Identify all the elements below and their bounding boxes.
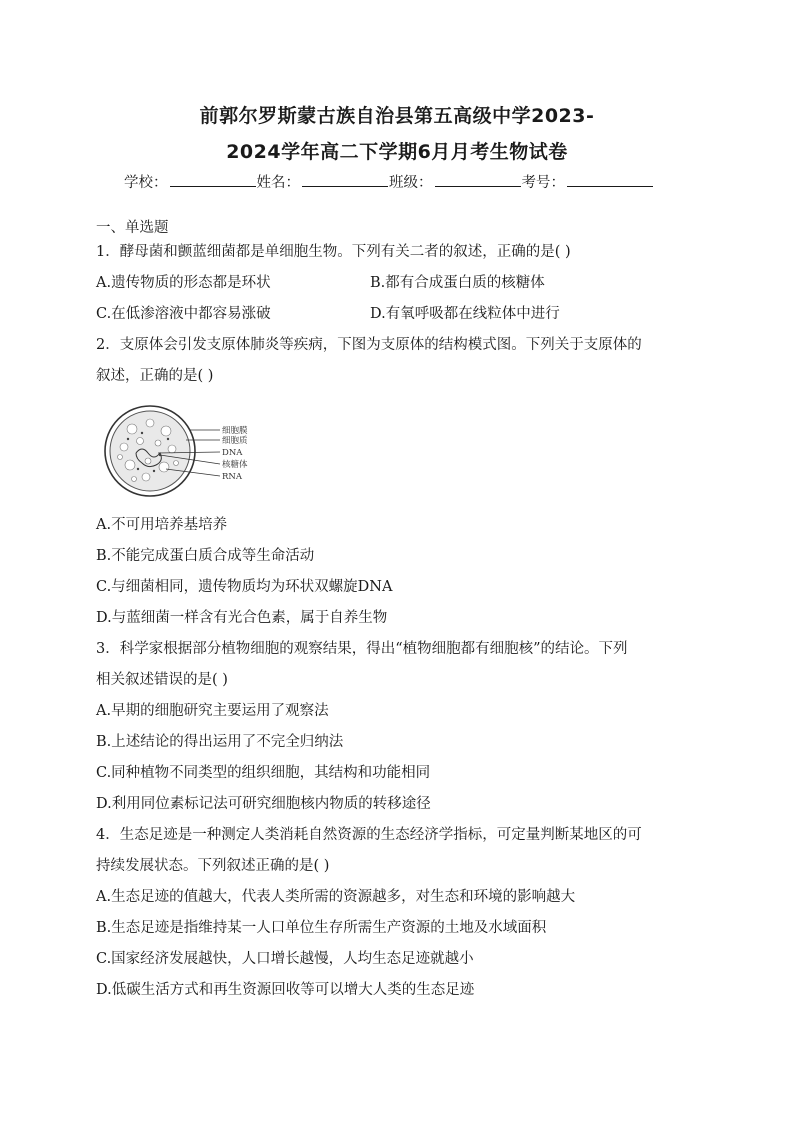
q1-option-a: A.遗传物质的形态都是环状 — [96, 275, 271, 291]
label-cytoplasm: 细胞质 — [222, 436, 248, 446]
exam-number-field — [522, 171, 655, 192]
q1-option-d: D.有氧呼吸都在线粒体中进行 — [370, 306, 560, 322]
label-dna: DNA — [222, 448, 243, 458]
class-field — [389, 171, 522, 192]
question-3-stem-line1: 3．科学家根据部分植物细胞的观察结果，得出“植物细胞都有细胞核”的结论。下列 — [96, 641, 628, 657]
class-blank[interactable] — [435, 172, 521, 187]
q4-option-b: B.生态足迹是指维持某一人口单位生存所需生产资源的土地及水域面积 — [96, 920, 547, 936]
exam-number-label: 考号： — [521, 175, 565, 191]
name-field — [257, 171, 390, 192]
q4-option-d: D.低碳生活方式和再生资源回收等可以增大人类的生态足迹 — [96, 982, 475, 998]
question-4-stem-line2: 持续发展状态。下列叙述正确的是( ) — [96, 858, 330, 874]
question-4-stem-line1: 4．生态足迹是一种测定人类消耗自然资源的生态经济学指标，可定量判断某地区的可 — [96, 827, 642, 843]
class-label: 班级： — [389, 175, 433, 191]
question-3-stem-line2: 相关叙述错误的是( ) — [96, 672, 228, 688]
mycoplasma-structure-diagram — [102, 403, 262, 499]
q2-option-b: B.不能完成蛋白质合成等生命活动 — [96, 548, 315, 564]
exam-title-line1: 前郭尔罗斯蒙古族自治县第五高级中学2023- — [199, 105, 595, 127]
q1-option-b: B.都有合成蛋白质的核糖体 — [370, 275, 545, 291]
section-heading: 一、单选题 — [96, 220, 169, 236]
label-ribosome: 核糖体 — [222, 460, 248, 470]
label-cell-membrane: 细胞膜 — [222, 426, 248, 436]
q3-option-c: C.同种植物不同类型的组织细胞，其结构和功能相同 — [96, 765, 431, 781]
exam-number-blank[interactable] — [567, 172, 653, 187]
exam-title-line2: 2024学年高二下学期6月月考生物试卷 — [226, 141, 568, 163]
q3-option-d: D.利用同位素标记法可研究细胞核内物质的转移途径 — [96, 796, 431, 812]
school-blank[interactable] — [170, 172, 256, 187]
q1-option-c: C.在低渗溶液中都容易涨破 — [96, 306, 271, 322]
q2-option-d: D.与蓝细菌一样含有光合色素，属于自养生物 — [96, 610, 388, 626]
label-rna: RNA — [222, 472, 242, 482]
question-1-stem: 1．酵母菌和颤蓝细菌都是单细胞生物。下列有关二者的叙述，正确的是( ) — [96, 244, 571, 260]
student-info-row — [124, 171, 654, 192]
question-2-stem-line2: 叙述，正确的是( ) — [96, 368, 214, 384]
name-label: 姓名： — [256, 175, 300, 191]
q4-option-c: C.国家经济发展越快，人口增长越慢，人均生态足迹就越小 — [96, 951, 474, 967]
q4-option-a: A.生态足迹的值越大，代表人类所需的资源越多，对生态和环境的影响越大 — [96, 889, 576, 905]
school-field — [124, 171, 257, 192]
question-2-stem-line1: 2．支原体会引发支原体肺炎等疾病，下图为支原体的结构模式图。下列关于支原体的 — [96, 337, 642, 353]
name-blank[interactable] — [302, 172, 388, 187]
q2-option-c: C.与细菌相同，遗传物质均为环状双螺旋DNA — [96, 579, 393, 595]
school-label: 学校： — [124, 175, 168, 191]
q3-option-b: B.上述结论的得出运用了不完全归纳法 — [96, 734, 344, 750]
q3-option-a: A.早期的细胞研究主要运用了观察法 — [96, 703, 329, 719]
q2-option-a: A.不可用培养基培养 — [96, 517, 228, 533]
